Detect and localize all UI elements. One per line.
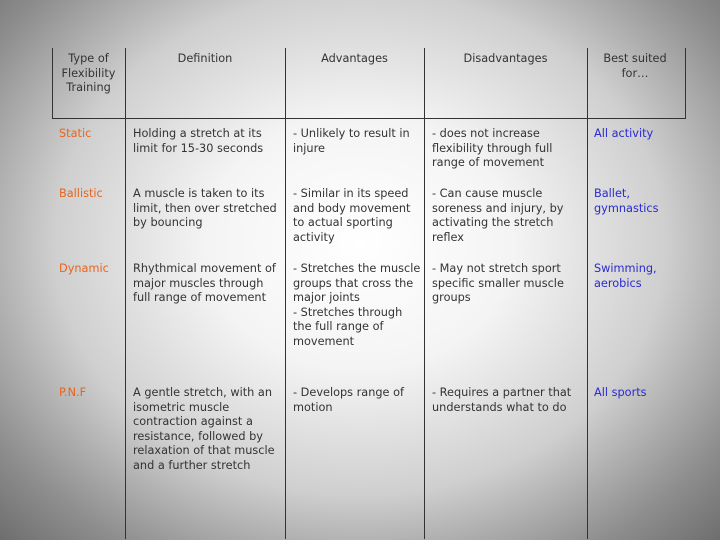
row-advantages: - Stretches the muscle groups that cross the major joints - Stretches through the full range of movement [293,262,421,348]
grid-line [587,48,588,539]
row-best-suited: All activity [594,127,654,140]
header-type: Type of Flexibility Training [61,52,116,94]
grid-line [285,48,286,539]
header-best-suited: Best suited for… [603,52,667,80]
row-disadvantages: - Requires a partner that understands what to do [432,386,572,414]
grid-line [424,48,425,539]
row-definition: Rhythmical movement of major muscles through full range of movement [133,262,276,304]
row-best-suited: Swimming, aerobics [594,262,657,290]
row-definition: A muscle is taken to its limit, then over stretched by bouncing [133,187,277,229]
header-divider [52,118,686,119]
row-type-ballistic: Ballistic [59,187,103,200]
grid-line [52,48,53,118]
row-best-suited: Ballet, gymnastics [594,187,659,215]
header-disadvantages: Disadvantages [463,52,548,65]
row-type-dynamic: Dynamic [59,262,109,275]
row-advantages: - Develops range of motion [293,386,404,414]
row-definition: A gentle stretch, with an isometric muscle contraction against a resistance, followed by relaxation of that muscle and a further stretch [133,386,275,472]
row-best-suited: All sports [594,386,647,399]
row-definition: Holding a stretch at its limit for 15-30 seconds [133,127,264,155]
header-definition: Definition [177,52,233,65]
row-disadvantages: - does not increase flexibility through full range of movement [432,127,553,169]
row-type-pnf: P.N.F [59,386,87,399]
grid-line [125,48,126,539]
row-advantages: - Unlikely to result in injure [293,127,410,155]
row-disadvantages: - Can cause muscle soreness and injury, by activating the stretch reflex [432,187,564,244]
grid-line [685,48,686,118]
row-advantages: - Similar in its speed and body movement to actual sporting activity [293,187,411,244]
row-disadvantages: - May not stretch sport specific smaller muscle groups [432,262,564,304]
row-type-static: Static [59,127,92,140]
header-advantages: Advantages [321,52,388,65]
